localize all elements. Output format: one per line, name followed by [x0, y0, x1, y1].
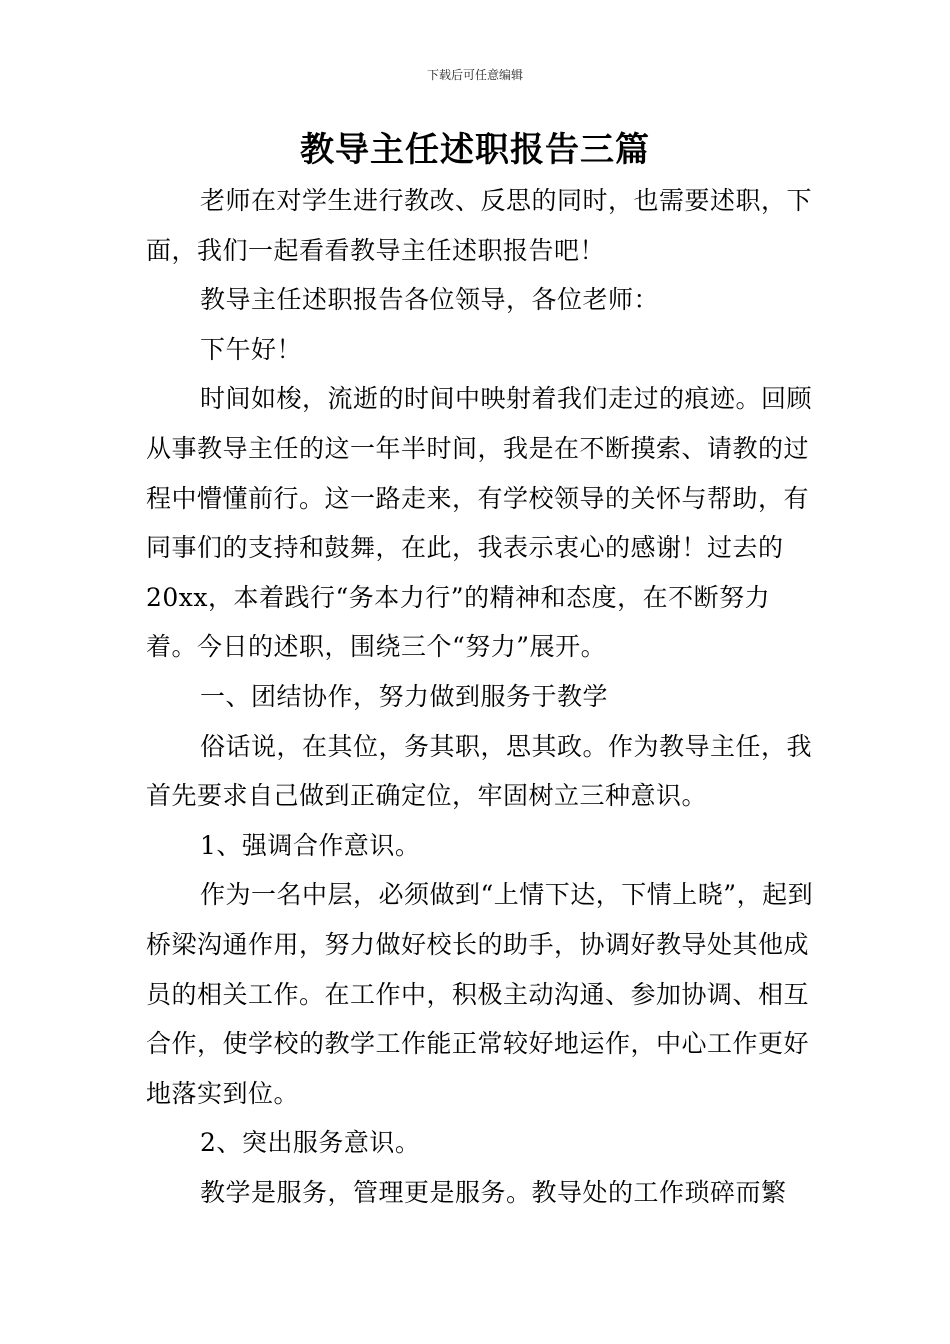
paragraph: 俗话说，在其位，务其职，思其政。作为教导主任，我首先要求自己做到正确定位，牢固树立三种意识。	[146, 731, 813, 811]
paragraph: 作为一名中层，必须做到“上情下达，下情上晓”，起到桥梁沟通作用，努力做好校长的助手，协调好教导处其他成员的相关工作。在工作中，积极主动沟通、参加协调、相互合作，使学校的教学工作能正常较好地运作，中心工作更好地落实到位。	[146, 880, 814, 1108]
subsection-heading: 1、强调合作意识。	[200, 830, 421, 860]
header-note: 下载后可任意编辑	[426, 68, 523, 82]
document-body	[146, 176, 814, 1217]
section-heading: 一、团结协作，努力做到服务于教学	[200, 681, 609, 711]
paragraph: 教学是服务，管理更是服务。教导处的工作琐碎而繁	[200, 1177, 787, 1207]
paragraph: 教导主任述职报告各位领导，各位老师：	[200, 285, 660, 315]
paragraph: 老师在对学生进行教改、反思的同时，也需要述职，下面，我们一起看看教导主任述职报告吧！	[146, 186, 813, 265]
paragraph: 下午好！	[200, 334, 303, 364]
subsection-heading: 2、突出服务意识。	[200, 1128, 421, 1158]
document-title: 教导主任述职报告三篇	[300, 130, 650, 170]
paragraph: 时间如梭，流逝的时间中映射着我们走过的痕迹。回顾从事教导主任的这一年半时间，我是在不断摸索、请教的过程中懵懂前行。这一路走来，有学校领导的关怀与帮助，有同事们的支持和鼓舞，在此，我表示衷心的感谢！过去的20xx，本着践行“务本力行”的精神和态度，在不断努力着。今日的述职，围绕三个“努力”展开。	[146, 384, 813, 662]
